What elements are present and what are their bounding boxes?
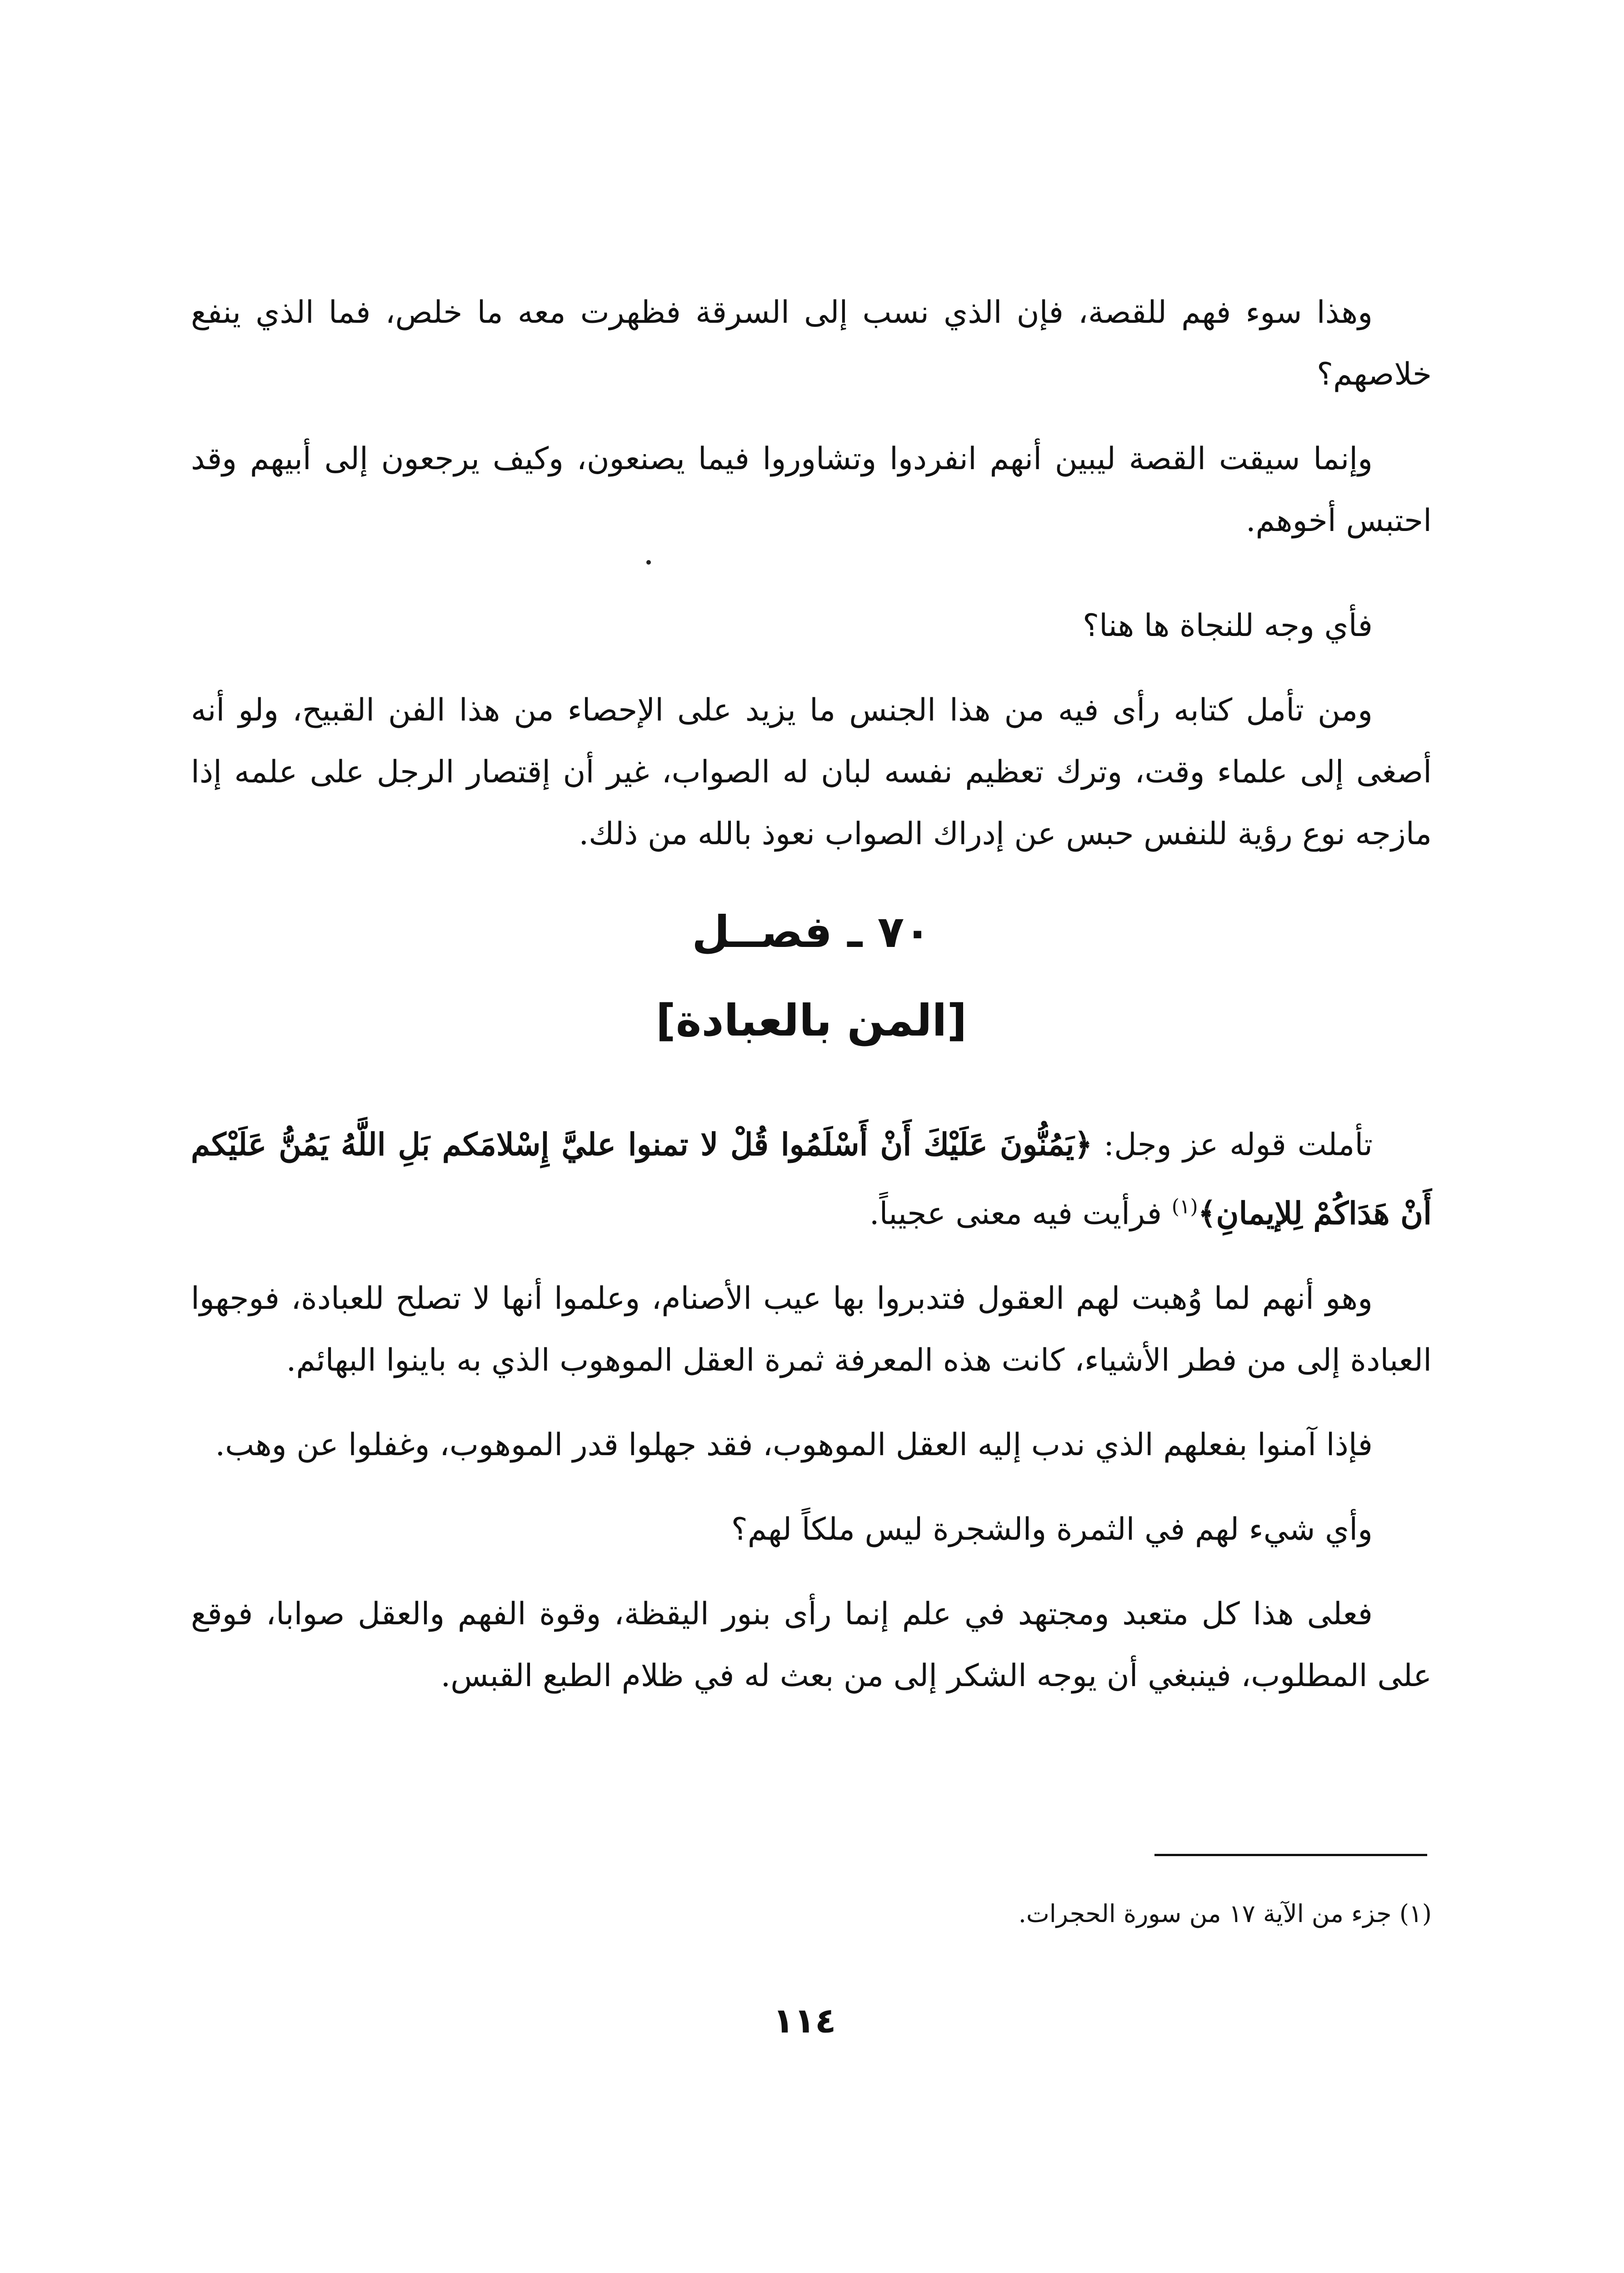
paragraph-6: فإذا آمنوا بفعلهم الذي ندب إليه العقل الموهوب، فقد جهلوا قدر الموهوب، وغفلوا عن وهب. <box>215 1427 1373 1463</box>
paragraph-2: وإنما سيقت القصة ليبين أنهم انفردوا وتشاوروا فيما يصنعون، وكيف يرجعون إلى أبيهم وقد احتبس أخوهم. <box>191 441 1432 539</box>
quote-outro: فرأيت فيه معنى عجيباً. <box>869 1196 1172 1232</box>
quran-verse: ﴿يَمُنُّونَ عَلَيْكَ أَنْ أَسْلَمُوا قُلْ لا تمنوا عليَّ إِسْلامَكم بَلِ اللَّهُ يَمُنُّ عَلَيْكم أَنْ هَدَاكُمْ لِلإيمانِ﴾ <box>191 1126 1432 1232</box>
paragraph-4: ومن تأمل كتابه رأى فيه من هذا الجنس ما يزيد على الإحصاء من هذا الفن القبيح، ولو أنه أصغى إلى علماء وقت، وترك تعظيم نفسه لبان له الصواب، غير أن إقتصار الرجل على علمه إذا مازجه نوع رؤية للنفس حبس عن إدراك الصواب نعوذ بالله من ذلك. <box>191 692 1432 852</box>
paragraph-3: فأي وجه للنجاة ها هنا؟ <box>1083 608 1373 644</box>
footnote: (١) جزء من الآية ١٧ من سورة الحجرات. <box>1018 1899 1432 1928</box>
page-number: ١١٤ <box>773 2000 836 2041</box>
paragraph-7: وأي شيء لهم في الثمرة والشجرة ليس ملكاً لهم؟ <box>731 1511 1373 1547</box>
footnote-separator <box>1154 1854 1427 1856</box>
bottom-text-block <box>191 1114 1432 1707</box>
quote-intro: تأملت قوله عز وجل: <box>1092 1127 1373 1163</box>
stray-dot <box>646 560 651 565</box>
paragraph-8: فعلى هذا كل متعبد ومجتهد في علم إنما رأى بنور اليقظة، وقوة الفهم والعقل صوابا، فوقع على المطلوب، فينبغي أن يوجه الشكر إلى من بعث له في ظلام الطبع القبس. <box>191 1596 1432 1694</box>
paragraph-5: وهو أنهم لما وُهبت لهم العقول فتدبروا بها عيب الأصنام، وعلموا أنها لا تصلح للعبادة، فوجهوا العبادة إلى من فطر الأشياء، كانت هذه المعرفة ثمرة العقل الموهوب الذي به باينوا البهائم. <box>191 1280 1432 1378</box>
section-subtitle: [المن بالعبادة] <box>655 995 967 1046</box>
paragraph-1: وهذا سوء فهم للقصة، فإن الذي نسب إلى السرقة فظهرت معه ما خلص، فما الذي ينفع خلاصهم؟ <box>191 295 1432 392</box>
top-text-block <box>191 282 1432 865</box>
quote-paragraph <box>191 1114 1432 1245</box>
section-title: ٧٠ ـ فصــل <box>692 906 931 957</box>
footnote-reference: (١) <box>1171 1195 1198 1218</box>
